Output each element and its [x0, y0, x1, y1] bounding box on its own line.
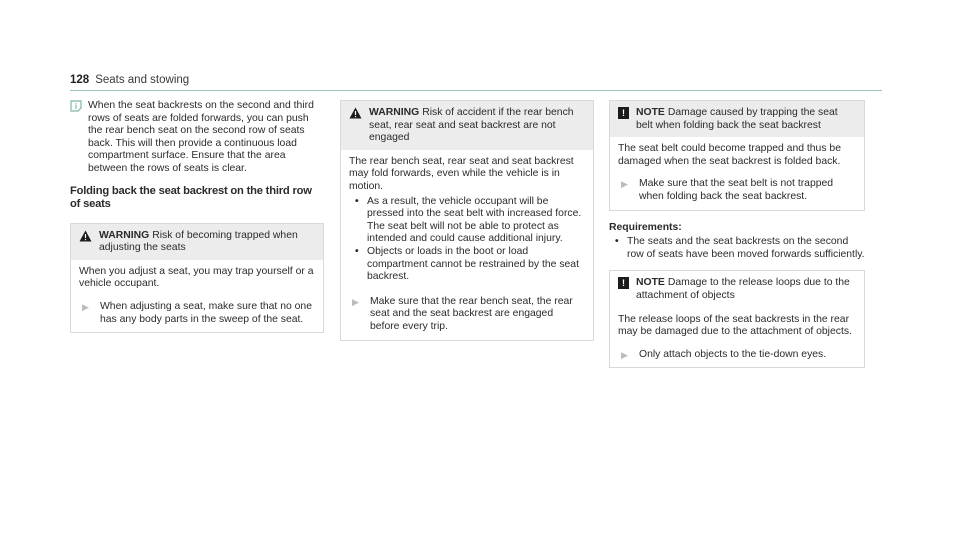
arrow-icon: ▶ [621, 179, 628, 190]
exclamation-icon: ! [618, 277, 629, 289]
warning-text: When you adjust a seat, you may trap yourself or a vehicle occupant. [79, 265, 314, 290]
note-header [610, 271, 864, 307]
requirements-title: Requirements: [609, 221, 682, 233]
action-step [621, 349, 855, 362]
column-1 [70, 100, 324, 333]
list-item: • Objects or loads in the boot or load compartment cannot be restrained by the seat backrest. [353, 246, 584, 284]
note-box [609, 100, 865, 211]
list-item: • The seats and the seat backrests on the second row of seats have been moved forwards sufficiently. [613, 236, 865, 261]
warning-body [71, 260, 323, 332]
warning-text: The rear bench seat, rear seat and seat backrest may fold forwards, even while the vehicle is in motion. [349, 155, 574, 192]
warning-triangle-icon [349, 107, 362, 119]
action-text: Only attach objects to the tie-down eyes. [639, 348, 827, 360]
note-body [610, 137, 864, 209]
svg-text:i: i [74, 102, 78, 111]
action-step [352, 296, 584, 334]
note-box [609, 270, 865, 368]
warning-box [70, 223, 324, 334]
page-number: 128 [70, 74, 90, 86]
info-icon [70, 100, 82, 112]
info-note-text: When the seat backrests on the second and third rows of seats are folded forwards, you can push the rear bench seat on the second row of seats back. This will then provide a continuous load compartment surface. Ensure that the area between the rows of seats is clear. [88, 100, 314, 174]
note-text: The seat belt could become trapped and thus be damaged when the seat backrest is folded back. [618, 143, 841, 167]
warning-header [341, 101, 593, 150]
list-item: • As a result, the vehicle occupant will be pressed into the seat belt with increased force. The seat belt will not be able to protect as intended and could cause additional injury. [353, 196, 584, 246]
requirements-list [609, 236, 865, 261]
section-title: Seats and stowing [95, 74, 190, 86]
action-step [621, 178, 855, 203]
action-text: Make sure that the seat belt is not trapped when folding back the seat backrest. [639, 178, 834, 202]
warning-header [71, 224, 323, 260]
note-label: NOTE [636, 277, 665, 289]
page-header [70, 74, 189, 86]
arrow-icon: ▶ [621, 349, 628, 360]
warning-triangle-icon [79, 230, 92, 242]
arrow-icon: ▶ [352, 296, 359, 307]
note-text: The release loops of the seat backrests in the rear may be damaged due to the attachment of objects. [618, 313, 852, 338]
column-3 [609, 100, 865, 368]
action-text: When adjusting a seat, make sure that no one has any body parts in the sweep of the seat. [100, 300, 312, 325]
warning-title: Risk of accident if the rear bench seat, rear seat and seat backrest are not engaged [369, 107, 574, 144]
info-note [70, 100, 324, 176]
section-heading: Folding back the seat backrest on the third row of seats [70, 184, 312, 210]
action-step [82, 301, 314, 326]
exclamation-icon: ! [618, 107, 629, 119]
warning-body [341, 150, 593, 340]
warning-label: WARNING [99, 229, 150, 241]
note-title: Damage caused by trapping the seat belt when folding back the seat backrest [636, 107, 838, 131]
arrow-icon: ▶ [82, 301, 89, 312]
warning-title: Risk of becoming trapped when adjusting the seats [99, 229, 298, 254]
warning-label: WARNING [369, 107, 420, 118]
action-text: Make sure that the rear bench seat, the rear seat and the seat backrest are engaged before every trip. [370, 295, 573, 332]
header-rule [70, 90, 882, 91]
note-title: Damage to the release loops due to the attachment of objects [636, 277, 850, 301]
note-label: NOTE [636, 107, 665, 118]
bullet-list [349, 196, 584, 284]
note-body [610, 308, 864, 368]
warning-box [340, 100, 594, 341]
note-header [610, 101, 864, 137]
column-2 [340, 100, 594, 341]
